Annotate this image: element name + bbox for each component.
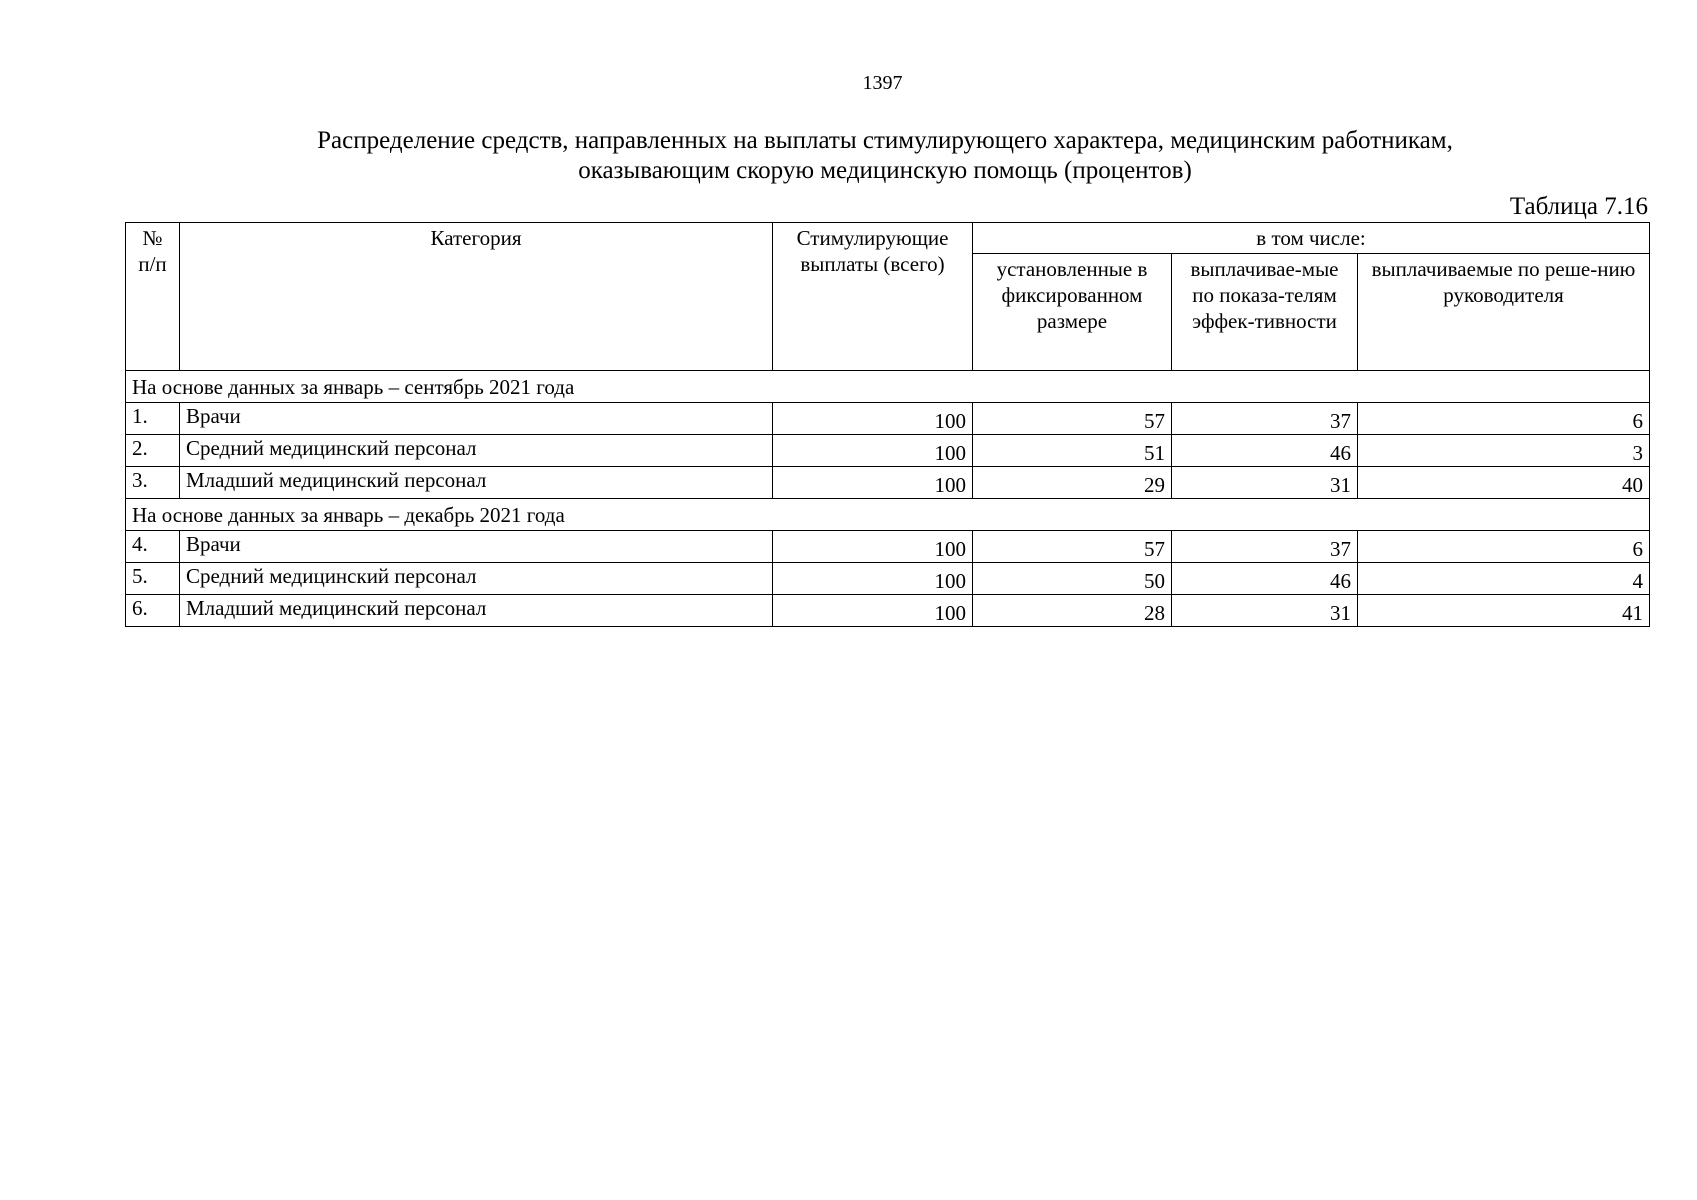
row-manager: 6 xyxy=(1358,403,1650,435)
row-total: 100 xyxy=(773,595,973,627)
page-number: 1397 xyxy=(862,72,903,94)
row-performance: 31 xyxy=(1172,595,1358,627)
header-number xyxy=(126,223,180,371)
header-performance: выплачивае-мые по показа-телям эффек-тивности xyxy=(1172,254,1358,371)
table-row xyxy=(126,563,1650,595)
header-total: Стимулирующие выплаты (всего) xyxy=(773,223,973,371)
row-total: 100 xyxy=(773,467,973,499)
row-manager: 3 xyxy=(1358,435,1650,467)
row-fixed: 51 xyxy=(973,435,1172,467)
row-performance: 46 xyxy=(1172,435,1358,467)
row-total: 100 xyxy=(773,563,973,595)
row-category: Младший медицинский персонал xyxy=(180,467,773,499)
row-fixed: 29 xyxy=(973,467,1172,499)
table-row xyxy=(126,531,1650,563)
row-number: 4. xyxy=(126,531,180,563)
table-row xyxy=(126,435,1650,467)
row-number: 5. xyxy=(126,563,180,595)
header-number-line-1: № xyxy=(142,226,163,250)
header-manager: выплачиваемые по реше-нию руководителя xyxy=(1358,254,1650,371)
row-performance: 46 xyxy=(1172,563,1358,595)
row-performance: 37 xyxy=(1172,403,1358,435)
row-number: 3. xyxy=(126,467,180,499)
row-number: 1. xyxy=(126,403,180,435)
row-manager: 6 xyxy=(1358,531,1650,563)
row-number: 2. xyxy=(126,435,180,467)
row-fixed: 57 xyxy=(973,403,1172,435)
row-manager: 4 xyxy=(1358,563,1650,595)
row-category: Средний медицинский персонал xyxy=(180,563,773,595)
title-line-2: оказывающим скорую медицинскую помощь (процентов) xyxy=(578,157,1192,184)
row-performance: 37 xyxy=(1172,531,1358,563)
stimulus-payments-table xyxy=(125,222,1650,627)
row-category: Врачи xyxy=(180,531,773,563)
section-title: На основе данных за январь – сентябрь 2021 года xyxy=(126,371,1650,403)
row-number: 6. xyxy=(126,595,180,627)
header-category: Категория xyxy=(180,223,773,371)
row-manager: 41 xyxy=(1358,595,1650,627)
section-row xyxy=(126,499,1650,531)
table-row xyxy=(126,403,1650,435)
table-row xyxy=(126,595,1650,627)
table-label: Таблица 7.16 xyxy=(1509,193,1648,220)
title-line-1: Распределение средств, направленных на выплаты стимулирующего характера, медицинским работникам, xyxy=(317,127,1453,154)
header-including: в том числе: xyxy=(973,223,1650,254)
table-row xyxy=(126,467,1650,499)
row-performance: 31 xyxy=(1172,467,1358,499)
header-number-line-2: п/п xyxy=(138,252,167,276)
row-fixed: 28 xyxy=(973,595,1172,627)
row-fixed: 57 xyxy=(973,531,1172,563)
header-fixed: установленные в фиксированном размере xyxy=(973,254,1172,371)
row-category: Врачи xyxy=(180,403,773,435)
row-manager: 40 xyxy=(1358,467,1650,499)
row-total: 100 xyxy=(773,403,973,435)
row-category: Средний медицинский персонал xyxy=(180,435,773,467)
section-row xyxy=(126,371,1650,403)
document-title xyxy=(125,126,1645,186)
section-title: На основе данных за январь – декабрь 2021 года xyxy=(126,499,1650,531)
row-total: 100 xyxy=(773,531,973,563)
row-fixed: 50 xyxy=(973,563,1172,595)
row-category: Младший медицинский персонал xyxy=(180,595,773,627)
row-total: 100 xyxy=(773,435,973,467)
